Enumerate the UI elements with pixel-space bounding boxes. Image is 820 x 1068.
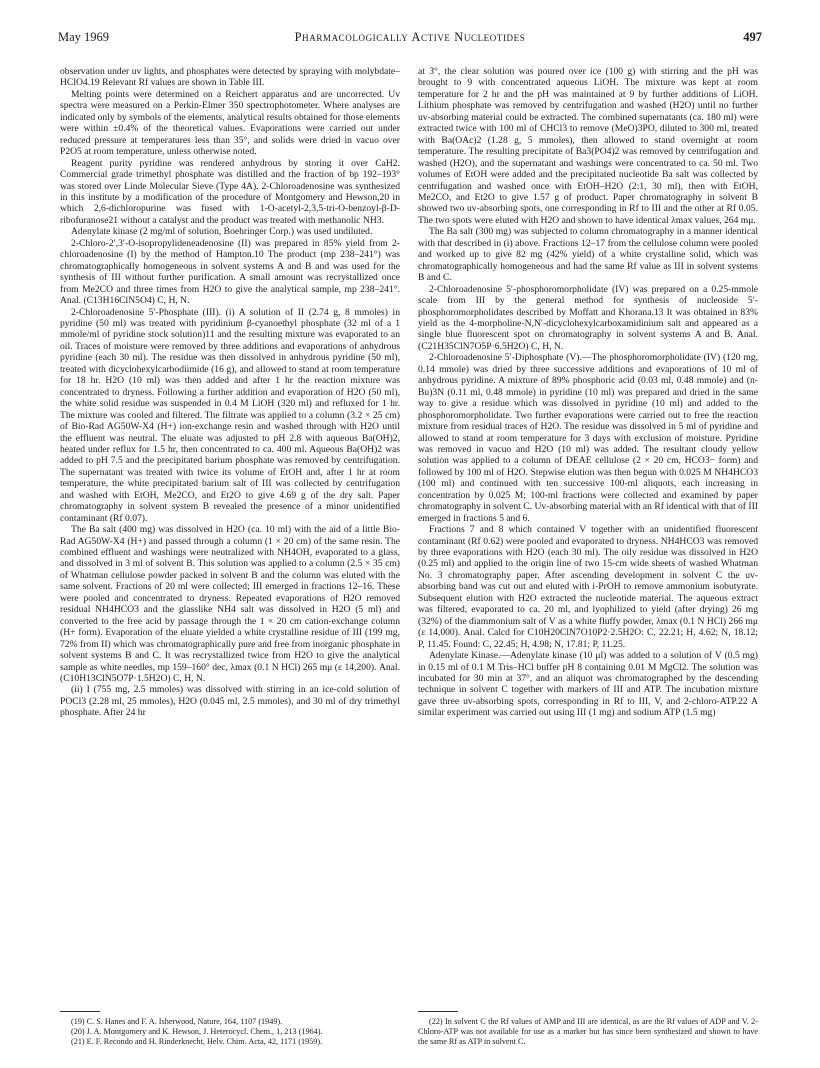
paragraph: observation under uv lights, and phosphates were detected by spraying with molybdate–HClO4.19 Relevant Rf values are shown in Table III. (60, 66, 400, 89)
header-journal-title: Pharmacologically Active Nucleotides (294, 30, 526, 44)
paragraph: at 3°, the clear solution was poured over ice (100 g) with stirring and the pH was brought to 9 with concentrated aqueous LiOH. The mixture was kept at room temperature for 2 hr and the pH was maintained at 9 by further additions of LiOH. Lithium phosphate was removed by centrifugation and washed (H2O) until no further uv-absorbing material could be extracted. The combined supernatants (ca. 180 ml) were extracted twice with 100 ml of CHCl3 to remove (MeO)3PO, diluted to 300 ml, treated with Ba(OAc)2 (1.28 g, 5 mmoles), then allowed to stand overnight at room temperature. The resulting precipitate of Ba3(PO4)2 was removed by centrifugation and washed (H2O), and the supernatant and washings were concentrated to ca. 50 ml. Two volumes of EtOH were added and the precipitated nucleotide Ba salt was collected by centrifugation and washed once with EtOH–H2O (2:1, 30 ml), then with EtOH, Me2CO, and Et2O to give 1.57 g of product. Paper chromatography in solvent B showed two uv-absorbing spots, one corresponding in Rf to III and the other at Rf 0.05. The two spots were eluted with H2O and shown to have identical λmax values, 264 mμ. (418, 66, 758, 226)
paragraph: 2-Chloroadenosine 5′-Diphosphate (V).—The phosphoromorpholidate (IV) (120 mg, 0.14 mmole) was dried by three successive additions and evaporations of 10 ml of anhydrous pyridine. A mixture of 89% phosphoric acid (0.03 ml, 0.48 mmole) and (n-Bu)3N (0.11 ml, 0.48 mmole) in pyridine (10 ml) was prepared and dried in the same way to give a residue which was dissolved in pyridine (10 ml) and added to the phosphoromorpholidate. Two further evaporations were carried out to free the reaction mixture from residual traces of H2O. The residue was dissolved in 5 ml of pyridine and allowed to stand at room temperature for 3 days with exclusion of moisture. Pyridine was removed in vacuo and H2O (10 ml) was added. The resultant cloudy yellow solution was applied to a column of DEAE cellulose (2 × 20 cm, HCO3− form) and followed by 100 ml of H2O. Stepwise elution was then begun with 0.025 M NH4HCO3 (100 ml) and continued with ten successive 100-ml aliquots, each increasing in concentration by 0.025 M; 100-ml fractions were collected and examined by paper chromatography in solvent C. Uv-absorbing material with an Rf identical with that of III emerged in fractions 5 and 6. (418, 352, 758, 524)
paragraph: (ii) I (755 mg, 2.5 mmoles) was dissolved with stirring in an ice-cold solution of POCl3 (2.28 ml, 25 mmoles), H2O (0.045 ml, 2.5 mmoles), and 30 ml of dry trimethyl phosphate. After 24 hr (60, 684, 400, 719)
footnotes-right (418, 1011, 758, 1047)
paragraph: The Ba salt (400 mg) was dissolved in H2O (ca. 10 ml) with the aid of a little Bio-Rad AG50W-X4 (H+) and passed through a column (1 × 20 cm) of the same resin. The combined effluent and washings were neutralized with NH4OH, evaporated to a glass, and dissolved in 3 ml of solvent B. This solution was applied to a column (2.5 × 35 cm) of Whatman cellulose powder packed in solvent B and the column was eluted with the same solvent. Fractions of 20 ml were collected; III emerged in fractions 12–16. These were pooled and concentrated to dryness. Repeated evaporations of H2O removed residual NH4HCO3 and the glasslike NH4 salt was dissolved in H2O (5 ml) and converted to the free acid by passage through the 1 × 20 cm cation-exchange column (H+ form). Evaporation of the eluate yielded a white crystalline residue of III (199 mg, 72% from II) which was chromatographically pure and free from inorganic phosphate in solvent systems B and C. It was recrystallized twice from H2O to give the analytical sample as white needles, mp 159–160° dec, λmax (0.1 N HCl) 265 mμ (ε 14,200). Anal. (C10H13ClN5O7P·1.5H2O) C, H, N. (60, 524, 400, 685)
paragraph: 2-Chloro-2′,3′-O-isopropylideneadenosine (II) was prepared in 85% yield from 2-chloroadenosine (I) by the method of Hampton.10 The product (mp 238–241°) was chromatographically homogeneous in solvent systems A and B and was used for the synthesis of III without further purification. A small amount was recrystallized once from Me2CO and three times from H2O to give the analytical sample, mp 238–241°. Anal. (C13H16ClN5O4) C, H, N. (60, 237, 400, 307)
footnote: (19) C. S. Hanes and F. A. Isherwood, Nature, 164, 1107 (1949). (71, 1017, 283, 1026)
footnote-rule (60, 1011, 100, 1012)
header-date: May 1969 (58, 30, 110, 44)
paragraph: The Ba salt (300 mg) was subjected to column chromatography in a manner identical with that described in (i) above. Fractions 12–17 from the cellulose column were pooled and worked up to give 82 mg (42% yield) of a white crystalline solid, which was chromatographically homogeneous and had the same Rf value as III in solvent systems B and C. (418, 226, 758, 284)
paragraph: 2-Chloroadenosine 5′-Phosphate (III). (i) A solution of II (2.74 g, 8 mmoles) in pyridine (50 ml) was treated with pyridinium β-cyanoethyl phosphate (32 ml of a 1 mmole/ml of pyridine stock solution)11 and the resulting mixture was evaporated to an oil. Traces of moisture were removed by three additions and evaporations of anhydrous pyridine (each 30 ml). The residue was then dissolved in anhydrous pyridine (50 ml), treated with dicyclohexylcarbodiimide (16 g), and allowed to stand at room temperature for 18 hr. H2O (10 ml) was then added and after 1 hr the reaction mixture was concentrated to dryness. Following a further addition and evaporation of H2O (50 ml), the white solid residue was suspended in 0.4 M LiOH (320 ml) and refluxed for 1 hr. The mixture was cooled and filtered. The filtrate was applied to a column (3.2 × 25 cm) of Bio-Rad AG50W-X4 (H+) ion-exchange resin and washed through with H2O until the effluent was neutral. The eluate was adjusted to pH 2.8 with aqueous Ba(OH)2, heated under reflux for 1.5 hr, then concentrated to ca. 400 ml. Aqueous Ba(OH)2 was added to pH 7.5 and the precipitated barium phosphate was removed by centrifugation. The supernatant was treated with twice its volume of EtOH and, after 1 hr at room temperature, the white precipitated barium salt of III was collected by centrifugation and washed with EtOH, Me2CO, and Et2O to give 4.69 g of the dry salt. Paper chromatography in solvent system B revealed the presence of a minor unidentified contaminant (Rf 0.07). (60, 306, 400, 524)
footnote: (22) In solvent C the Rf values of AMP and III are identical, as are the Rf values of ADP and V. 2-Chloro-ATP was not available for use as a marker but has since been synthesized and shown to have the same Rf as ATP in solvent C. (418, 1017, 758, 1046)
footnotes-left (60, 1011, 400, 1047)
right-column (418, 66, 758, 1006)
paragraph: Adenylate Kinase.—Adenylate kinase (10 μl) was added to a solution of V (0.5 mg) in 0.15 ml of 0.1 M Tris–HCl buffer pH 8 containing 0.01 M MgCl2. The solution was incubated for 30 min at 37°, and an aliquot was chromatographed by the descending technique in solvent C together with markers of III and ATP. The incubation mixture gave three uv-absorbing spots, corresponding in Rf to III, V, and 2-chloro-ATP.22 A similar experiment was carried out using III (1 mg) and sodium ATP (1.5 mg) (418, 650, 758, 719)
footnote: (21) E. F. Recondo and H. Rinderknecht, Helv. Chim. Acta, 42, 1171 (1959). (71, 1037, 323, 1046)
footnote-rule (418, 1011, 458, 1012)
page-number: 497 (743, 30, 762, 44)
paragraph: Melting points were determined on a Reichert apparatus and are uncorrected. Uv spectra were measured on a Perkin-Elmer 350 spectrophotometer. Where analyses are indicated only by symbols of the elements, analytical results obtained for those elements were within ±0.4% of the theoretical values. Evaporations were carried out under reduced pressure at temperatures less than 35°, and solids were dried in vacuo over P2O5 at room temperature, unless otherwise noted. (60, 88, 400, 158)
paragraph: Fractions 7 and 8 which contained V together with an unidentified fluorescent contaminant (Rf 0.62) were pooled and evaporated to dryness. NH4HCO3 was removed by three evaporations with H2O (each 30 ml). The oily residue was dissolved in H2O (0.25 ml) and applied to the origin line of two 15-cm wide sheets of washed Whatman No. 3 chromatography paper. After ascending development in solvent C the uv-absorbing band was cut out and eluted with i-PrOH to remove ammonium isobutyrate. Subsequent elution with H2O extracted the nucleotide material. The aqueous extract was filtered, evaporated to ca. 20 ml, and lyophilized to yield (after drying) 26 mg (32%) of the diammonium salt of V as a white fluffy powder, λmax (0.1 N HCl) 266 mμ (ε 14,000). Anal. Calcd for C10H20ClN7O10P2·2.5H2O: C, 22.21; H, 4.62; N, 18.12; P, 11.45. Found: C, 22.45; H, 4.98; N, 17.81; P, 11.25. (418, 524, 758, 650)
paragraph: 2-Chloroadenosine 5′-phosphoromorpholidate (IV) was prepared on a 0.25-mmole scale from III by the general method for synthesis of nucleoside 5′-phosphoromorpholidates described by Moffatt and Khorana.13 It was obtained in 83% yield as the 4-morpholine-N,N′-dicyclohexylcarboxamidinium salt and appeared as a single blue fluorescent spot on chromatography in solvent systems A and B. Anal. (C21H35ClN7O5P·6.5H2O) C, H, N. (418, 283, 758, 352)
paragraph: Adenylate kinase (2 mg/ml of solution, Boehringer Corp.) was used undiluted. (71, 226, 373, 238)
left-column (60, 66, 400, 1006)
footnote: (20) J. A. Montgomery and K. Hewson, J. Heterocycl. Chem., 1, 213 (1964). (71, 1027, 323, 1036)
paragraph: Reagent purity pyridine was rendered anhydrous by storing it over CaH2. Commercial grade trimethyl phosphate was distilled and the fraction of bp 192–193° was stored over Linde Molecular Sieve (Type 4A). 2-Chloroadenosine was synthesized in this institute by a modification of the procedure of Montgomery and Hewson,20 in which 2,6-dichloropurine was fused with 1-O-acetyl-2,3,5-tri-O-benzoyl-β-D-ribofuranose21 without a catalyst and the product was treated with methanolic NH3. (60, 157, 400, 226)
running-header (58, 30, 762, 50)
